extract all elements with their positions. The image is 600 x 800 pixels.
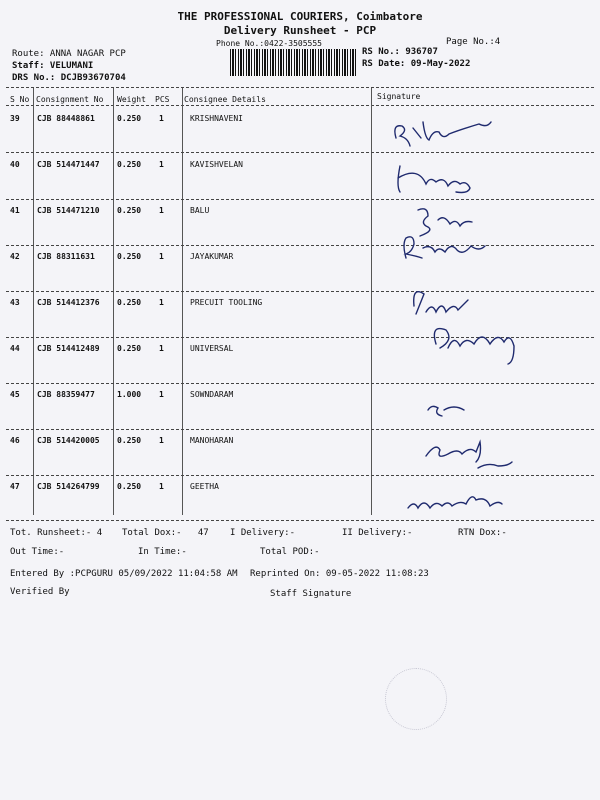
company-title: THE PROFESSIONAL COURIERS, Coimbatore [177,10,423,23]
route-label: Route: ANNA NAGAR PCP [12,49,126,59]
phone-number: Phone No.:0422-3505555 [216,39,322,48]
col-sno: S No [10,95,30,104]
signature-balu [418,209,472,236]
faded-stamp [385,668,447,730]
in-time: In Time:- [138,547,187,557]
reprinted-on: Reprinted On: 09-05-2022 11:08:23 [250,569,429,579]
col-signature: Signature [377,92,421,101]
barcode [230,49,356,76]
rs-number: RS No.: 936707 [362,47,438,57]
i-delivery: I Delivery:- [230,528,296,538]
col-consignee: Consignee Details [184,95,266,104]
total-dox: Total Dox:- 47 [122,528,209,538]
signature-scribbles [378,108,598,528]
runsheet-title: Delivery Runsheet - PCP [223,24,377,37]
entered-by: Entered By :PCPGURU 05/09/2022 11:04:58 AM [10,569,238,579]
col-consignment: Consignment No [36,95,104,104]
signature-geetha [408,497,502,508]
signature-sowndaram [428,406,464,416]
signature-jayakumar [404,237,485,258]
rs-date: RS Date: 09-May-2022 [362,59,471,69]
signature-krishnaveni [395,122,491,146]
drs-number: DRS No.: DCJB93670704 [12,73,126,83]
total-runsheet: Tot. Runsheet:- 4 [10,528,103,538]
rtn-dox: RTN Dox:- [458,528,507,538]
header-bottom-rule [6,105,594,106]
out-time: Out Time:- [10,547,65,557]
signature-manoharan [426,442,512,468]
verified-by: Verified By [10,587,70,597]
total-pod: Total POD:- [260,547,320,557]
header-top-rule [6,87,594,88]
col-pcs: PCS [155,95,170,104]
col-weight: Weight [117,95,146,104]
signature-kavishvelan [398,166,470,193]
staff-label: Staff: VELUMANI [12,61,94,71]
signature-precuit-tooling [414,292,468,314]
page-number: Page No.:4 [446,37,501,47]
ii-delivery: II Delivery:- [342,528,413,538]
staff-signature-label: Staff Signature [270,589,352,599]
signature-universal [434,329,514,364]
